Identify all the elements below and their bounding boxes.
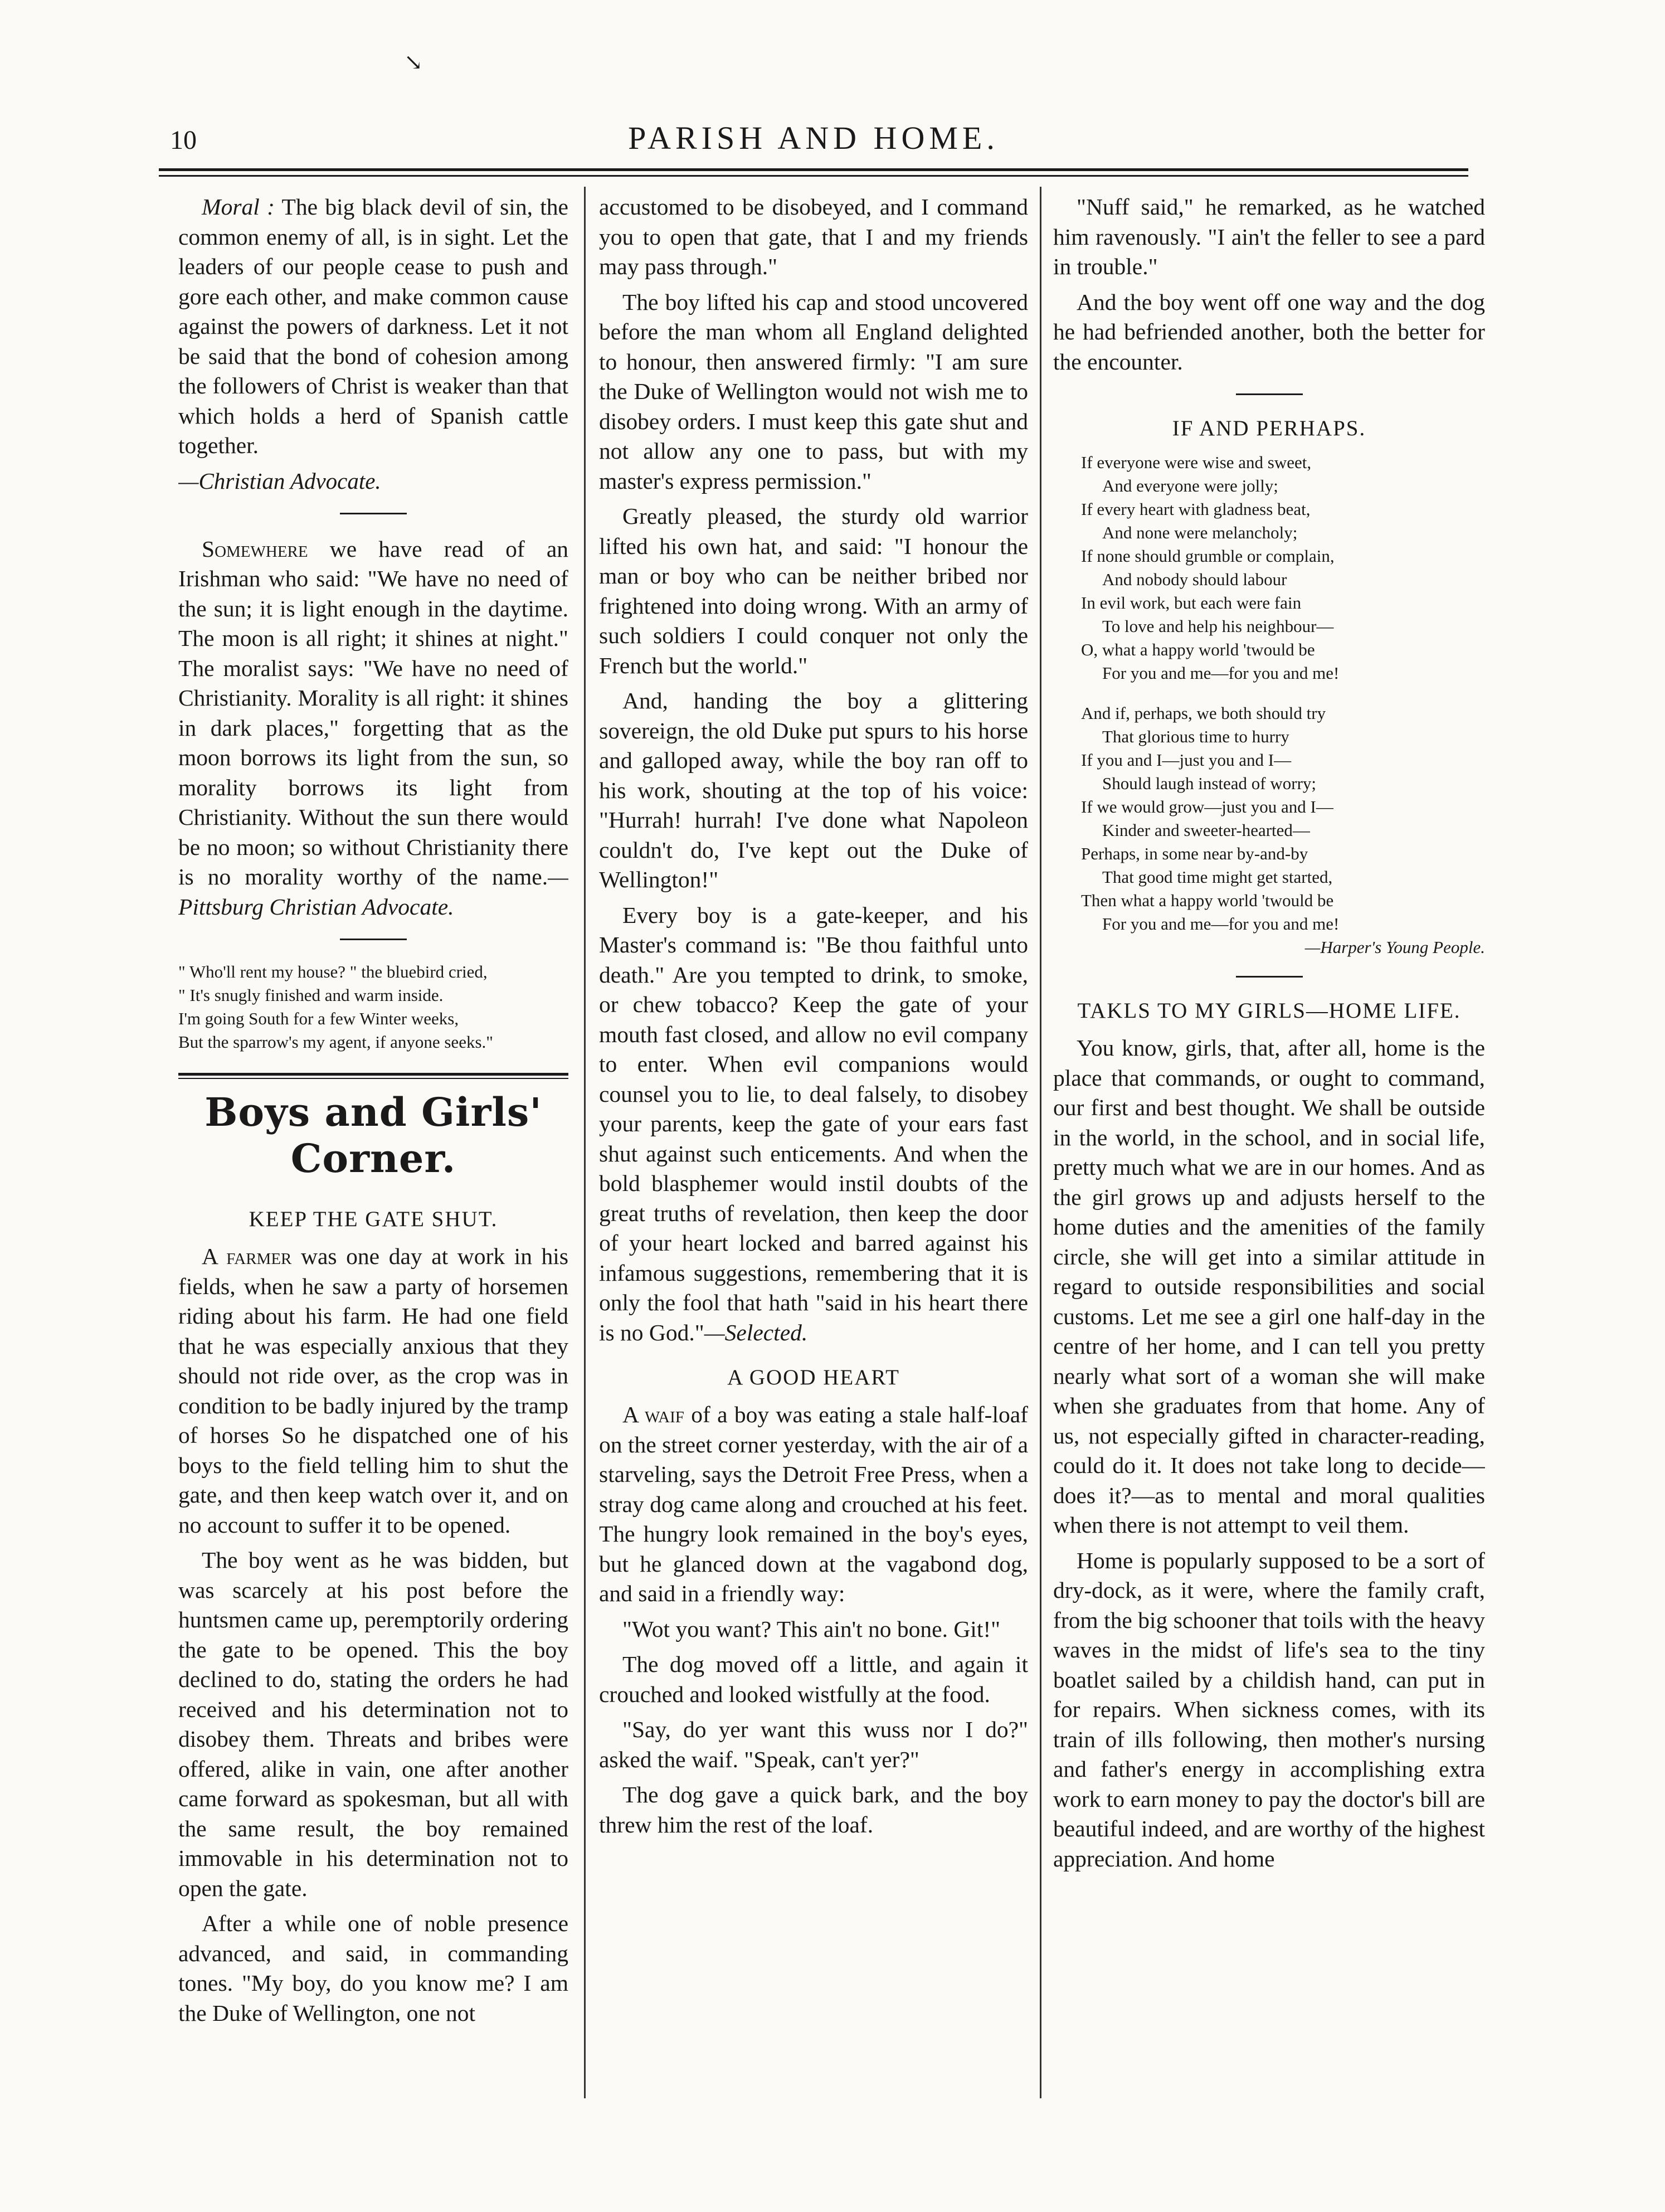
somewhere-paragraph — [178, 534, 568, 922]
poem-line: If everyone were wise and sweet, — [1081, 453, 1312, 472]
poem-line: If you and I—just you and I— — [1081, 750, 1292, 770]
stray-pen-mark: ↘ — [404, 50, 423, 75]
keep-gate-paragraph — [599, 901, 1028, 1348]
keep-gate-paragraph: And, handing the boy a glittering sovereign, the old Duke put spurs to his horse and galloped away, while the boy ran off to his work, shouting at the top of his voice: "Hurrah! hurrah! I've done what Napoleon couldn't do, I've kept out the Duke of Wellington!" — [599, 688, 1028, 892]
good-heart-paragraph: "Wot you want? This ain't no bone. Git!" — [622, 1616, 1001, 1642]
moral-attribution: —Christian Advocate. — [178, 468, 381, 494]
poem-line: O, what a happy world 'twould be — [1081, 640, 1315, 659]
poem-stanza-2 — [1053, 702, 1485, 936]
poem-attribution: —Harper's Young People. — [1304, 937, 1485, 957]
verse-line: " It's snugly finished and warm inside. — [178, 985, 444, 1005]
keep-gate-paragraph: The boy lifted his cap and stood uncovered before the man whom all England delighted to honour, then answered firmly: "I am sure the Duke of Wellington would not wish me to disobey orders. I must keep this gate shut and not allow any one to pass, but with my master's express permission." — [599, 289, 1028, 494]
poem-stanza-1 — [1053, 451, 1485, 685]
keep-gate-lead: A farmer — [202, 1243, 292, 1269]
keep-gate-paragraph: The boy went as he was bidden, but was scarcely at his post before the huntsmen came up, peremptorily ordering the gate to be opened. This the boy declined to do, stating the orders he had received and his determination not to disobey them. Threats and bribes were offered, alike in vain, one after another came forward as spokesman, but all with the same result, the boy remained immovable in his determination not to open the gate. — [178, 1547, 568, 1901]
good-heart-paragraph — [599, 1400, 1028, 1609]
good-heart-lead: A waif — [622, 1402, 684, 1427]
poem-line: For you and me—for you and me! — [1102, 663, 1340, 683]
poem-line: Should laugh instead of worry; — [1102, 774, 1317, 793]
somewhere-text: we have read of an Irishman who said: "We have no need of the sun; it is light enough in the daytime. The moon is all right; it shines at night." The moralist says: "We have no need of Christianity. Morality is all right: it shines in dark places," forgetting that as the moon borrows its light from the sun, so morality borrows its light from Christianity. Without the sun there would be no moon; so without Christianity there is no morality worthy of the name. — [178, 536, 568, 889]
poem-line: If every heart with gladness beat, — [1081, 499, 1311, 519]
column-divider-2 — [1040, 187, 1041, 2098]
page-number: 10 — [170, 125, 197, 155]
page-header — [159, 117, 1468, 162]
moral-text: The big black devil of sin, the common enemy of all, is in sight. Let the leaders of our people cease to push and gore each other, and make common cause against the powers of darkness. Let it not be said that the bond of cohesion among the followers of Christ is weaker than that which holds a herd of Spanish cattle together. — [178, 194, 568, 458]
good-heart-paragraph: The dog gave a quick bark, and the boy threw him the rest of the loaf. — [599, 1782, 1028, 1837]
moral-label: Moral : — [202, 194, 275, 220]
poem-line: In evil work, but each were fain — [1081, 593, 1302, 612]
separator — [340, 513, 407, 514]
poem-line: That good time might get started, — [1102, 867, 1333, 887]
section-banner: Boys and Girls' Corner. — [205, 1089, 542, 1182]
header-rule-top — [159, 168, 1468, 171]
poem-line: Perhaps, in some near by-and-by — [1081, 844, 1308, 863]
column-2 — [599, 192, 1028, 2087]
talks-paragraph: Home is popularly supposed to be a sort of dry-dock, as it were, where the family craft, from the big schooner that toils with the heavy waves in the midst of life's sea to the tiny boatlet sailed by a childish hand, can put in for repairs. When sickness comes, with its train of ills following, then mother's nursing and father's energy in accomplishing extra work to earn money to pay the doctor's bill are beautiful indeed, and are worthy of the highest appreciation. And home — [1053, 1547, 1485, 1871]
poem-line: That glorious time to hurry — [1102, 727, 1289, 746]
talks-heading: TAKLS TO MY GIRLS—HOME LIFE. — [1077, 999, 1461, 1023]
verse-line: " Who'll rent my house? " the bluebird cried, — [178, 962, 488, 981]
keep-gate-attribution: —Selected. — [704, 1319, 808, 1345]
separator — [340, 939, 407, 940]
verse-line: I'm going South for a few Winter weeks, — [178, 1009, 459, 1028]
keep-gate-paragraph: After a while one of noble presence advanced, and said, in commanding tones. "My boy, do you know me? I am the Duke of Wellington, one not — [178, 1910, 568, 2026]
keep-gate-paragraph — [178, 1242, 568, 1540]
poem-line: Kinder and sweeter-hearted— — [1102, 820, 1310, 840]
poem-line: And everyone were jolly; — [1102, 476, 1278, 495]
column-1 — [178, 192, 568, 2087]
keep-gate-paragraph: accustomed to be disobeyed, and I command you to open that gate, that I and my friends may pass through." — [599, 194, 1028, 279]
poem-heading: IF AND PERHAPS. — [1172, 416, 1366, 440]
banner-rule-bottom — [178, 1078, 568, 1079]
good-heart-paragraph: "Nuff said," he remarked, as he watched him ravenously. "I ain't the feller to see a pard in trouble." — [1053, 194, 1485, 279]
page-title: PARISH AND HOME. — [628, 120, 999, 156]
poem-line: If none should grumble or complain, — [1081, 546, 1335, 566]
somewhere-lead: Somewhere — [202, 536, 308, 562]
bluebird-verse — [178, 960, 568, 1054]
verse-line: But the sparrow's my agent, if anyone seeks." — [178, 1032, 493, 1052]
column-divider-1 — [584, 187, 586, 2098]
poem-line: To love and help his neighbour— — [1102, 616, 1334, 636]
separator — [1236, 393, 1303, 395]
keep-gate-heading: KEEP THE GATE SHUT. — [249, 1207, 498, 1231]
column-3 — [1053, 192, 1485, 2087]
good-heart-paragraph: "Say, do yer want this wuss nor I do?" asked the waif. "Speak, can't yer?" — [599, 1717, 1028, 1772]
keep-gate-paragraph: Greatly pleased, the sturdy old warrior lifted his own hat, and said: "I honour the man or boy who can be neither bribed nor frightened into doing wrong. With an army of such soldiers I could conquer not only the French but the world." — [599, 503, 1028, 678]
poem-line: And if, perhaps, we both should try — [1081, 703, 1326, 723]
somewhere-attribution: —Pittsburg Christian Advocate. — [178, 864, 568, 920]
poem-line: If we would grow—just you and I— — [1081, 797, 1333, 816]
poem-line: Then what a happy world 'twould be — [1081, 891, 1334, 910]
header-rule-bottom — [159, 175, 1468, 177]
moral-paragraph — [178, 192, 568, 461]
poem-line: For you and me—for you and me! — [1102, 914, 1340, 934]
good-heart-heading: A GOOD HEART — [727, 1365, 900, 1389]
good-heart-paragraph: The dog moved off a little, and again it crouched and looked wistfully at the food. — [599, 1651, 1028, 1707]
talks-paragraph: You know, girls, that, after all, home is the place that commands, or ought to command, our first and best thought. We shall be outside in the world, in the school, and in social life, pretty much what we are in our homes. And as the girl grows up and adjusts herself to the home duties and the amenities of the family circle, she will get into a similar attitude in regard to outside responsibilities and social customs. Let me see a girl one half-day in the centre of her home, and I can tell you pretty nearly what sort of a woman she will make when she graduates from that home. Any of us, not especially gifted in character-reading, could do it. It does not take long to decide—does it?—as to mental and moral qualities when there is not attempt to veil them. — [1053, 1035, 1485, 1538]
good-heart-text: of a boy was eating a stale half-loaf on the street corner yesterday, with the air of a starveling, says the Detroit Free Press, when a stray dog came along and crouched at his feet. The hungry look remained in the boy's eyes, but he glanced down at the vagabond dog, and said in a friendly way: — [599, 1402, 1028, 1606]
poem-line: And nobody should labour — [1102, 570, 1287, 589]
keep-gate-text: was one day at work in his fields, when he saw a party of horsemen riding about his farm. He had one field that he was especially anxious that they should not ride over, as the crop was in condition to be badly injured by the tramp of horses So he dispatched one of his boys to the field telling him to shut the gate, and then keep watch over it, and on no account to suffer it to be opened. — [178, 1243, 568, 1538]
banner-rule-top — [178, 1073, 568, 1076]
separator — [1236, 976, 1303, 978]
keep-gate-text: Every boy is a gate-keeper, and his Master's command is: "Be thou faithful unto death." Are you tempted to drink, to smoke, or chew tobacco? Keep the gate of your mouth fast closed, and allow no evil company to enter. When evil companions would counsel you to lie, to deal falsely, to disobey your parents, keep the gate of your ears fast shut against such enticements. And when the bold blasphemer would instil doubts of the great truths of revelation, then keep the door of your heart locked and barred against his infamous suggestions, remembering that it is only the fool that hath "said in his heart there is no God." — [599, 902, 1028, 1345]
poem-line: And none were melancholy; — [1102, 523, 1298, 542]
good-heart-paragraph: And the boy went off one way and the dog he had befriended another, both the better for the encounter. — [1053, 289, 1485, 375]
